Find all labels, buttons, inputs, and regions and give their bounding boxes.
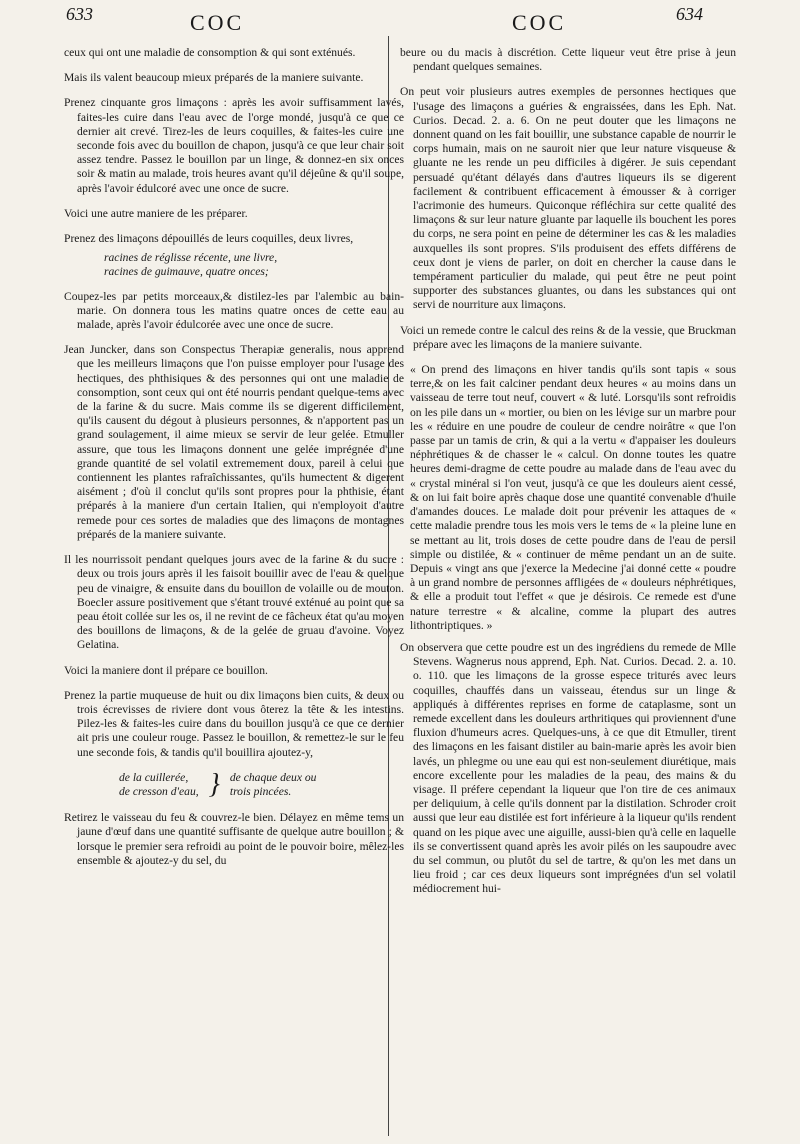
- recipe-list: [104, 251, 404, 279]
- paragraph: Voici la maniere dont il prépare ce bouillon.: [64, 663, 268, 677]
- left-column: [64, 46, 404, 1140]
- paragraph: Coupez-les par petits morceaux,& distilez-les par l'alembic au bain-marie. On donnera tous les matins quatre onces de cette eau au malade, après l'avoir édulcorée avec une once de sucre.: [64, 289, 404, 332]
- quoted-remedy: « On prend des limaçons en hiver tandis qu'ils sont tapis « sous terre,& on les fait calciner pendant deux heures « au moins dans un vaisseau de terre tout neuf, couvert « & luté. Lorsqu'ils sont refroidis on les pile dans un « mortier, ou bien on les lévige sur un marbre pour les « réduire en une poudre de couleur de cendre noirâtre « que l'on passe par un tamis de crin, & qui a la vertu « d'appaiser les douleurs néphrétiques & de chasser le « calcul. On donne toutes les quatre heures demi-dragme de cette poudre au malade dans de l'eau avec du « crystal minéral si l'on veut, jusqu'à ce que les douleurs aient cessé, & on lui fait boire après chaque dose une quantité convenable d'huile d'amandes douces. Le malade doit pour prévenir les attaques de « cette maladie prendre tous les mois vers le tems de « la pleine lune en se mettant au lit, trois doses de cette poudre dans de l'eau de persil simple ou distilée, & « continuer de même pendant un an de suite. Depuis « vingt ans que j'exerce la Medecine j'ai donné cette « poudre à un grand nombre de personnes affligées de « douleurs néphrétiques, & elle a produit tout l'effet « que je désirois. Ce remede est d'une nature terrestre « & alcaline, comme la plupart des autres lithontriptiques. »: [410, 363, 736, 632]
- paragraph: beure ou du macis à discrétion. Cette liqueur veut être prise à jeun pendant quelques semaines.: [400, 46, 736, 74]
- paragraph: On observera que cette poudre est un des ingrédiens du remede de Mlle Stevens. Wagnerus nous apprend, Eph. Nat. Curios. Decad. 2. a. 10. o. 110. que les limaçons de la grosse espece triturés avec leurs coquilles, chauffés dans un vaisseau, étendus sur un linge & appliqués à différentes reprises en forme de cataplasme, sont un remede excellent dans les douleurs arthritiques qui proviennent d'une fluxion d'humeurs acres. Quelques-uns, à ce que dit Etmuller, tirent des limaçons en les faisant distiler au bain-marie après les avoir bien lavés, un phlegme ou une eau qui est non-seulement diurétique, mais encore excellente pour les maladies de la peau, des mains & du visage. Il préfere cependant la liqueur que l'on tire de ces animaux per deliquium, à celle qu'ils donnent par la distilation. Schroder croit aussi que leur eau distilée est fort inférieure à la liqueur qu'ils rendent quand on les pique avec une aiguille, aussi-bien qu'à celle en laquelle ils se convertissent quand après les avoir pilés on les saupoudre avec du sel commun, ou plutôt du sel de tartre, & qu'on les met dans un lieu froid ; car ces deux liqueurs sont imprégnées d'un sel volatil médiocrement hui-: [400, 640, 736, 896]
- brace-glyph: }: [208, 768, 220, 800]
- ingredient-line: de cresson d'eau,: [119, 784, 199, 798]
- paragraph: Prenez cinquante gros limaçons : après les avoir suffisamment lavés, faites-les cuire dans l'eau avec de l'orge mondé, jusqu'à ce que ce dernier ait crevé. Tirez-les de leurs coquilles, & faites-les cuire une seconde fois avec du bouillon de chapon, jusqu'à ce que leur chair soit assez tendre. Passez le bouillon par un linge, & donnez-en six onces soir & matin au malade, trois heures avant qu'il déjeûne & qu'il soupe, après l'avoir édulcoré avec une once de sucre.: [64, 96, 404, 195]
- paragraph: Il les nourrissoit pendant quelques jours avec de la farine & du sucre : deux ou trois jours après il les faisoit bouillir avec de l'eau & quelque peu de vinaigre, & ensuite dans du bouillon de volaille ou de mouton. Boecler assure positivement que s'étant trouvé exténué au point que sa peau étoit collée sur les os, il ne revint de ce fâcheux état qu'au moyen des bouillons de limaçons, & de la gelée de gruau d'avoine. Voyez Gelatina.: [64, 553, 404, 652]
- recipe-line: racines de réglisse récente, une livre,: [104, 251, 278, 265]
- ingredient-brace: [119, 768, 404, 800]
- paragraph: On peut voir plusieurs autres exemples de personnes hectiques que l'usage des limaçons a guéries & engraissées, dans les Eph. Nat. Curios. Decad. 2. a. 6. On ne peut douter que les limaçons ne donnent quand on les fait bouillir, une substance capable de nourrir le corps humain, mais on ne sauroit nier que leur nature visqueuse & gluante ne les rende un peu difficiles à digérer. Je suis cependant persuadé qu'étant délayés dans d'autres liqueurs ils se digerent facilement & contribuent efficacement à émousser & à corriger l'acrimonie des humeurs. Quiconque réfléchira sur cette qualité des limaçons & sur leur nature gluante par laquelle ils bouchent les pores du corps, ne sera point en peine de déterminer les cas & les maladies auxquelles ils sont propres. S'ils produisent des effets différens de ceux dont je viens de parler, on doit en chercher la cause dans le tempérament particulier du malade, qui peut être ne peut point supporter des substances gluantes, ou dans les substances qui ont servi de nourriture aux limaçons.: [400, 85, 736, 312]
- left-page-number: 633: [66, 4, 93, 24]
- ingredient-line: de la cuillerée,: [119, 770, 189, 784]
- right-column: [400, 46, 736, 1140]
- paragraph: Prenez la partie muqueuse de huit ou dix limaçons bien cuits, & deux ou trois écrevisses de riviere dont vous ôterez la tête & les intestins. Pilez-les & faites-les cuire dans du bouillon jusqu'à ce que ce dernier ait pris une couleur rouge. Passez le bouillon, & remettez-le sur le feu une seconde fois, & tandis qu'il bouillira ajoutez-y,: [64, 688, 404, 759]
- paragraph: Prenez des limaçons dépouillés de leurs coquilles, deux livres,: [64, 232, 354, 246]
- paragraph: Jean Juncker, dans son Conspectus Therapiæ generalis, nous apprend que les meilleurs limaçons que l'on puisse employer pour l'usage des hectiques, des phthisiques & des personnes qui ont une maladie de consomption, sont ceux qui ont été nourris pendant quelque-tems avec de la farine & du sucre. Mais comme ils se digerent difficilement, qu'ils causent du dégout à plusieurs personnes, & n'apportent pas un grand soulagement, il aime mieux se servir de leur gelée. Etmuller assure, que tous les limaçons donnent une gelée imprégnée d'une grande quantité de sel volatil extremement doux, pareil à celui que contiennent les plantes rafraîchissantes, qu'ils humectent & digerent aisément ; d'où il conclut qu'ils sont propres pour la phthisie, étant préparés à la maniere d'un certain Italien, qui n'employoit d'autre remede pour ces sortes de maladies que des limaçons de montagnes préparés de la maniere suivante.: [64, 343, 404, 541]
- paragraph: ceux qui ont une maladie de consomption & qui sont exténués.: [64, 46, 356, 59]
- ingredient-line: de chaque deux ou: [229, 770, 317, 784]
- recipe-line: racines de guimauve, quatre onces;: [104, 265, 269, 279]
- ingredient-line: trois pincées.: [229, 784, 292, 798]
- right-running-head: COC: [512, 10, 567, 35]
- paragraph: Retirez le vaisseau du feu & couvrez-le bien. Délayez en même tems un jaune d'œuf dans une quantité suffisante de quelque autre bouillon ; & lorsque le premier sera refroidi au point de le pouvoir boire, mêlez-les ensemble & ajoutez-y du sel, du: [64, 811, 404, 867]
- paragraph: Voici une autre maniere de les préparer.: [64, 206, 248, 220]
- left-running-head: COC: [190, 10, 245, 35]
- right-page-number: 634: [676, 4, 703, 24]
- paragraph: Mais ils valent beaucoup mieux préparés de la maniere suivante.: [64, 71, 364, 85]
- paragraph: Voici un remede contre le calcul des reins & de la vessie, que Bruckman prépare avec les limaçons de la maniere suivante.: [400, 323, 736, 351]
